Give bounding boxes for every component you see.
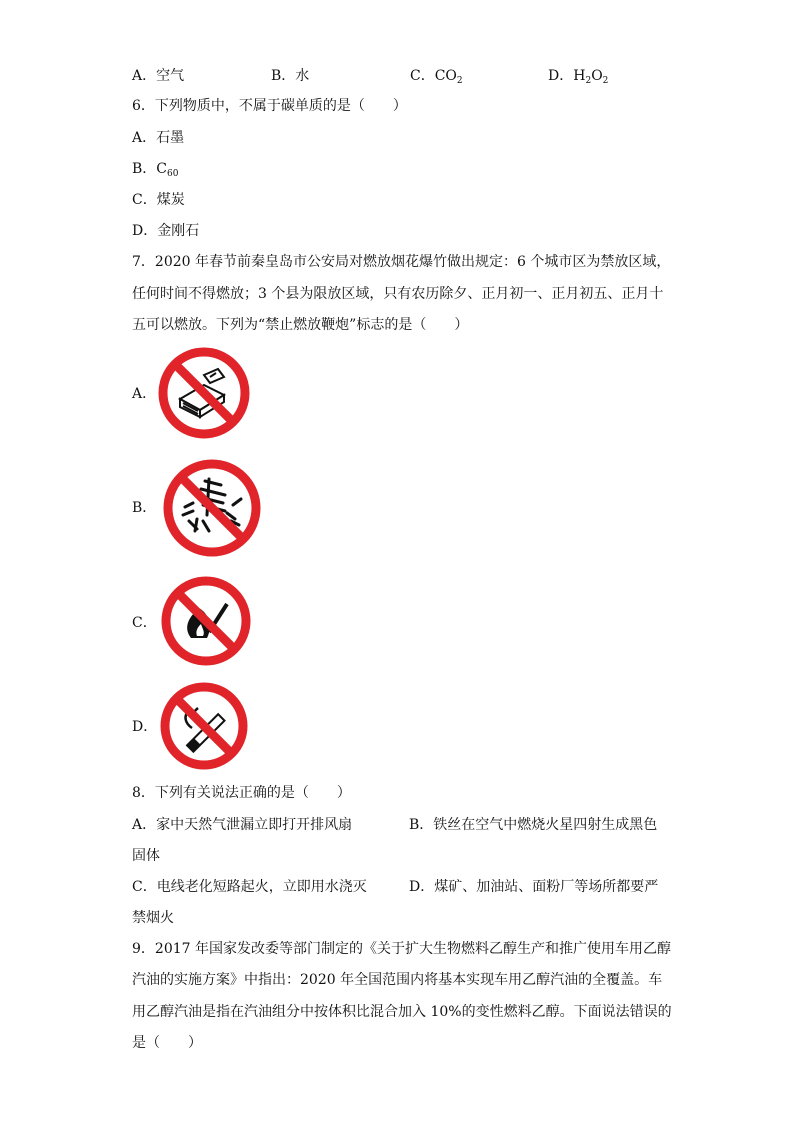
q5-option-b xyxy=(271,66,309,86)
option-text: 水 xyxy=(295,68,310,84)
option-text: H xyxy=(573,68,586,84)
q9-stem-line-1: 9．2017 年国家发改委等部门制定的《关于扩大生物燃料乙醇生产和推广使用车用乙醇 xyxy=(132,941,671,957)
subscript: 2 xyxy=(602,76,609,86)
q8-option-d: D．煤矿、加油站、面粉厂等场所都要严 xyxy=(409,879,659,895)
q7-option-b-label: B． xyxy=(132,500,157,516)
q7-option-c-label: C． xyxy=(132,615,157,631)
q8-stem: 8．下列有关说法正确的是（ ） xyxy=(132,785,351,801)
q8-option-b: B．铁丝在空气中燃烧火星四射生成黑色 xyxy=(409,817,658,833)
no-open-flame-icon xyxy=(161,576,251,666)
q6-option-d: D．金刚石 xyxy=(132,223,200,239)
q7-option-d-label: D． xyxy=(132,719,158,735)
option-text: O xyxy=(591,68,603,84)
no-matches-icon xyxy=(158,347,250,439)
q9-stem-line-2: 汽油的实施方案》中指出：2020 年全国范围内将基本实现车用乙醇汽油的全覆盖。车 xyxy=(132,972,663,988)
q9-stem-line-3: 用乙醇汽油是指在汽油组分中按体积比混合加入 10%的变性燃料乙醇。下面说法错误的 xyxy=(132,1004,672,1020)
q5-option-a xyxy=(132,66,184,86)
q8-option-c: C．电线老化短路起火，立即用水浇灭 xyxy=(132,879,367,895)
subscript: 2 xyxy=(585,76,592,86)
q6-stem: 6．下列物质中，不属于碳单质的是（ ） xyxy=(132,98,407,114)
q8-option-a: A．家中天然气泄漏立即打开排风扇 xyxy=(132,817,353,833)
option-text: B．C xyxy=(132,161,167,177)
no-smoking-icon xyxy=(160,682,248,770)
option-letter: C． xyxy=(410,68,435,84)
subscript: 60 xyxy=(167,169,179,179)
q8-option-d-continued: 禁烟火 xyxy=(132,910,174,926)
q7-stem-line-1: 7．2020 年春节前秦皇岛市公安局对燃放烟花爆竹做出规定：6 个城市区为禁放区域， xyxy=(132,254,671,270)
q8-option-b-continued: 固体 xyxy=(132,848,160,864)
option-letter: A． xyxy=(132,68,157,84)
q7-stem-line-3: 五可以燃放。下列为“禁止燃放鞭炮”标志的是（ ） xyxy=(132,317,469,333)
q9-stem-line-4: 是（ ） xyxy=(132,1035,202,1051)
option-text: 空气 xyxy=(156,68,185,84)
option-text: CO xyxy=(434,68,457,84)
q7-stem-line-2: 任何时间不得燃放；3 个县为限放区域，只有农历除夕、正月初一、正月初五、正月十 xyxy=(132,286,664,302)
q6-option-c: C．煤炭 xyxy=(132,192,185,208)
no-firecrackers-icon xyxy=(163,459,261,557)
q5-option-d xyxy=(548,66,608,91)
q6-option-b xyxy=(132,159,178,184)
option-letter: D． xyxy=(548,68,574,84)
q7-option-a-label: A． xyxy=(132,386,157,402)
option-letter: B． xyxy=(271,68,296,84)
q5-option-c xyxy=(410,66,463,91)
subscript: 2 xyxy=(456,76,463,86)
q6-option-a: A．石墨 xyxy=(132,130,185,146)
